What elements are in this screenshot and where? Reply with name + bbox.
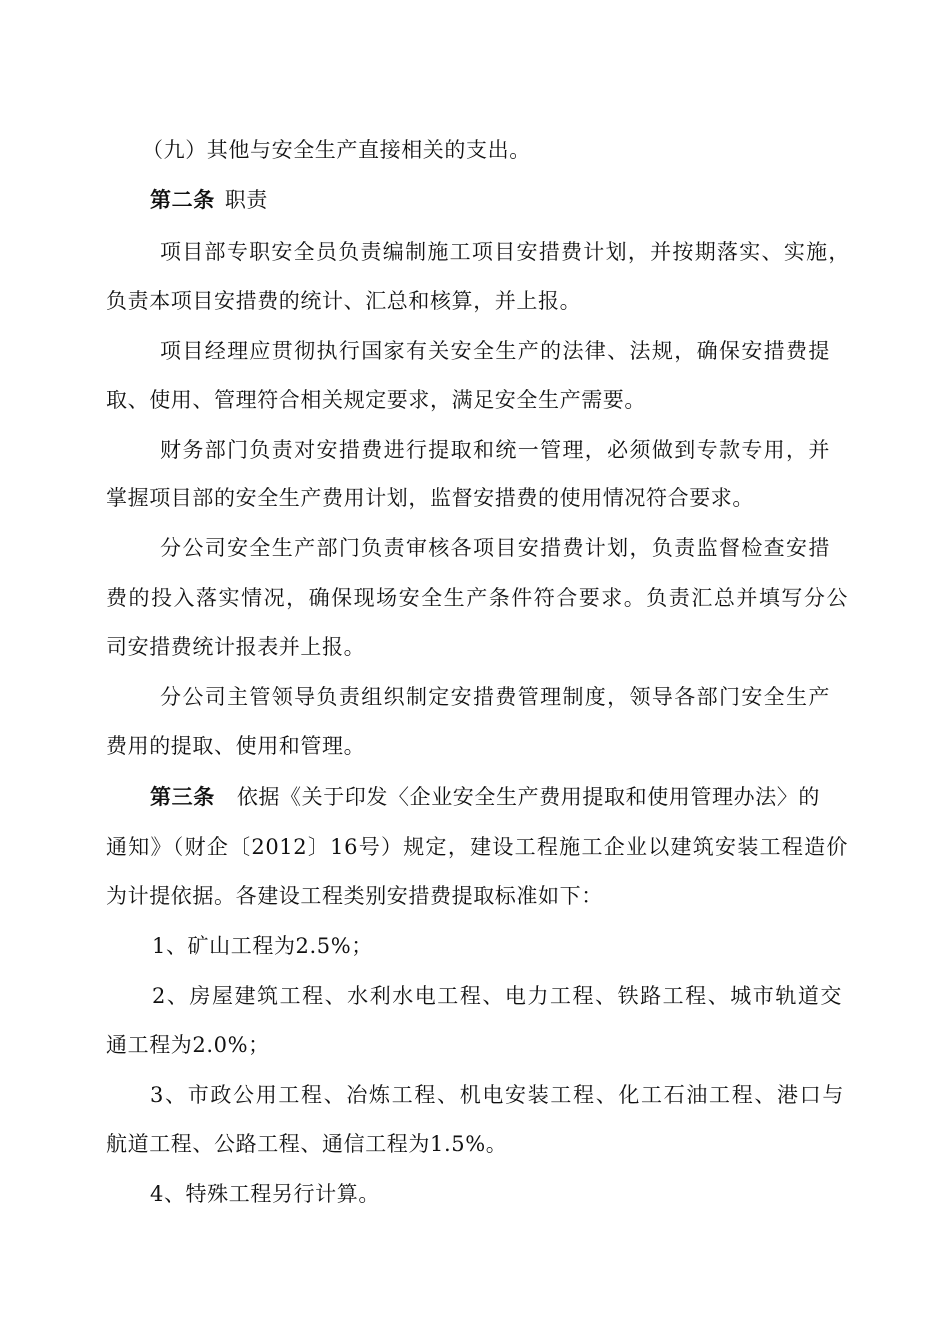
para2-line2: 取、使用、管理符合相关规定要求，满足安全生产需要。 <box>106 388 646 412</box>
para4-line3: 司安措费统计报表并上报。 <box>106 635 366 659</box>
article-3-number: 第三条 <box>150 784 215 809</box>
para5-line2: 费用的提取、使用和管理。 <box>106 734 366 758</box>
standard-3-line2: 航道工程、公路工程、通信工程为1.5%。 <box>106 1132 508 1156</box>
article-3-line2: 通知》（财企〔2012〕16号）规定，建设工程施工企业以建筑安装工程造价 <box>106 835 848 859</box>
standard-1: 1、矿山工程为2.5%； <box>152 934 373 958</box>
article-3-line1 <box>150 782 848 812</box>
article-2-heading <box>150 185 900 215</box>
standard-2-line2: 通工程为2.0%； <box>106 1033 270 1057</box>
para1-line1: 项目部专职安全员负责编制施工项目安措费计划，并按期落实、实施， <box>160 240 850 264</box>
item-9-line: （九）其他与安全生产直接相关的支出。 <box>142 138 531 162</box>
para3-line1: 财务部门负责对安措费进行提取和统一管理，必须做到专款专用，并 <box>160 438 830 462</box>
para4-line2: 费的投入落实情况，确保现场安全生产条件符合要求。负责汇总并填写分公 <box>106 586 848 610</box>
para5-line1: 分公司主管领导负责组织制定安措费管理制度，领导各部门安全生产 <box>160 685 830 709</box>
para4-line1: 分公司安全生产部门负责审核各项目安措费计划，负责监督检查安措 <box>160 536 830 560</box>
article-2-number: 第二条 <box>150 187 215 212</box>
article-3-line3: 为计提依据。各建设工程类别安措费提取标准如下： <box>106 884 603 908</box>
para2-line1: 项目经理应贯彻执行国家有关安全生产的法律、法规，确保安措费提 <box>160 339 830 363</box>
standard-3-line1: 3、市政公用工程、冶炼工程、机电安装工程、化工石油工程、港口与 <box>150 1083 844 1107</box>
para1-line2: 负责本项目安措费的统计、汇总和核算，并上报。 <box>106 289 582 313</box>
article-2-title: 职责 <box>224 188 269 212</box>
standard-4: 4、特殊工程另行计算。 <box>150 1182 380 1206</box>
para3-line2: 掌握项目部的安全生产费用计划，监督安措费的使用情况符合要求。 <box>106 486 754 510</box>
standard-2-line1: 2、房屋建筑工程、水利水电工程、电力工程、铁路工程、城市轨道交 <box>152 984 842 1008</box>
article-3-text: 依据《关于印发〈企业安全生产费用提取和使用管理办法〉的 <box>236 785 821 809</box>
